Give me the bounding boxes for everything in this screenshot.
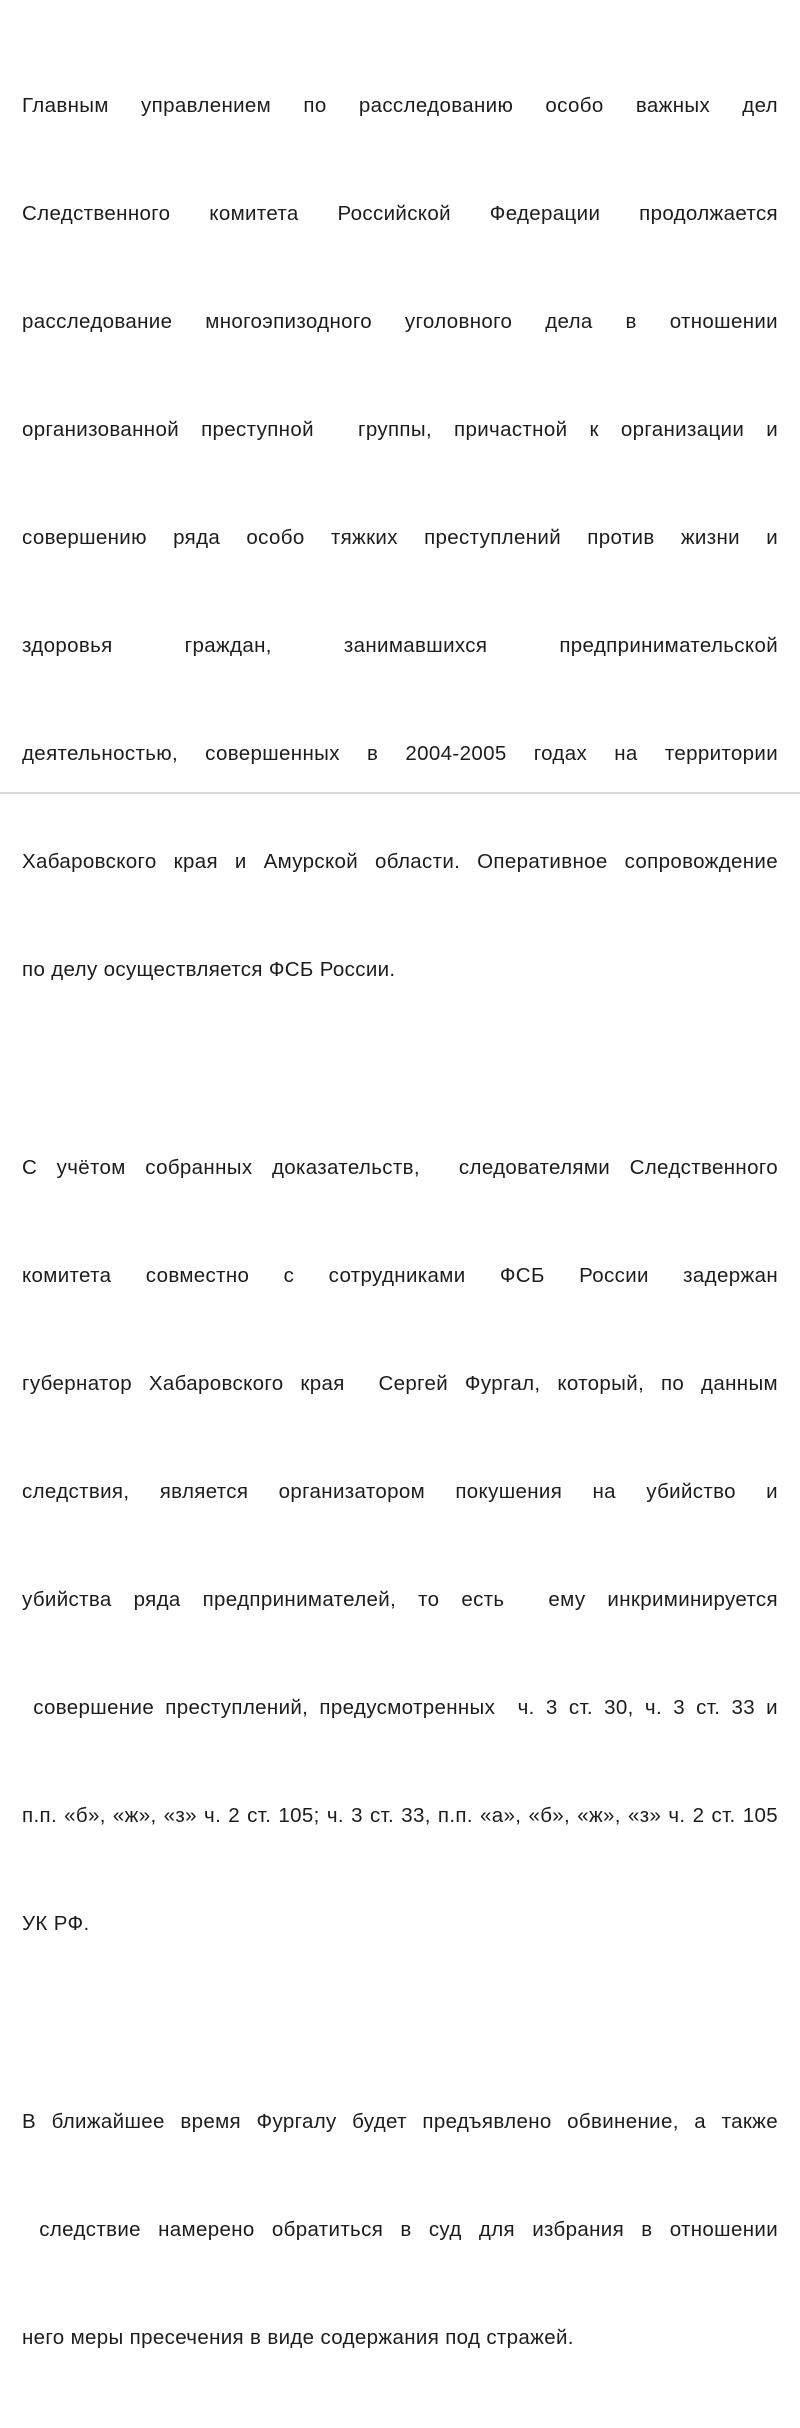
text-line: организованной преступной группы, причастной к организации и <box>22 418 778 441</box>
text-line: Главным управлением по расследованию особо важных дел <box>22 94 778 117</box>
bottom-divider <box>0 792 800 794</box>
text-line: деятельностью, совершенных в 2004-2005 годах на территории <box>22 742 778 765</box>
paragraph-spacer <box>22 1060 778 1078</box>
text-line: здоровья граждан, занимавшихся предпринимательской <box>22 634 778 657</box>
text-line: следствия, является организатором покушения на убийство и <box>22 1480 778 1503</box>
text-line: губернатор Хабаровского края Сергей Фургал, который, по данным <box>22 1372 778 1395</box>
text-line: следствие намерено обратиться в суд для избрания в отношении <box>22 2218 779 2241</box>
text-line: УК РФ. <box>22 1912 90 1935</box>
text-line: убийства ряда предпринимателей, то есть ему инкриминируется <box>22 1588 778 1611</box>
text-line: по делу осуществляется ФСБ России. <box>22 958 396 981</box>
text-line: Следственного комитета Российской Федерации продолжается <box>22 202 778 225</box>
text-line: совершению ряда особо тяжких преступлений против жизни и <box>22 526 778 549</box>
text-line: совершение преступлений, предусмотренных ч. 3 ст. 30, ч. 3 ст. 33 и <box>22 1696 778 1719</box>
document-body <box>22 16 778 2428</box>
paragraph-3 <box>22 2032 778 2428</box>
text-line: него меры пресечения в виде содержания под стражей. <box>22 2326 574 2349</box>
text-line: расследование многоэпизодного уголовного дела в отношении <box>22 310 778 333</box>
paragraph-2 <box>22 1078 778 2014</box>
text-line: комитета совместно с сотрудниками ФСБ России задержан <box>22 1264 778 1287</box>
text-line: п.п. «б», «ж», «з» ч. 2 ст. 105; ч. 3 ст. 33, п.п. «а», «б», «ж», «з» ч. 2 ст. 105 <box>22 1804 778 1827</box>
text-line: Хабаровского края и Амурской области. Оперативное сопровождение <box>22 850 778 873</box>
text-line: С учётом собранных доказательств, следователями Следственного <box>22 1156 778 1179</box>
text-line: В ближайшее время Фургалу будет предъявлено обвинение, а также <box>22 2110 778 2133</box>
paragraph-spacer <box>22 2014 778 2032</box>
paragraph-1 <box>22 16 778 1060</box>
